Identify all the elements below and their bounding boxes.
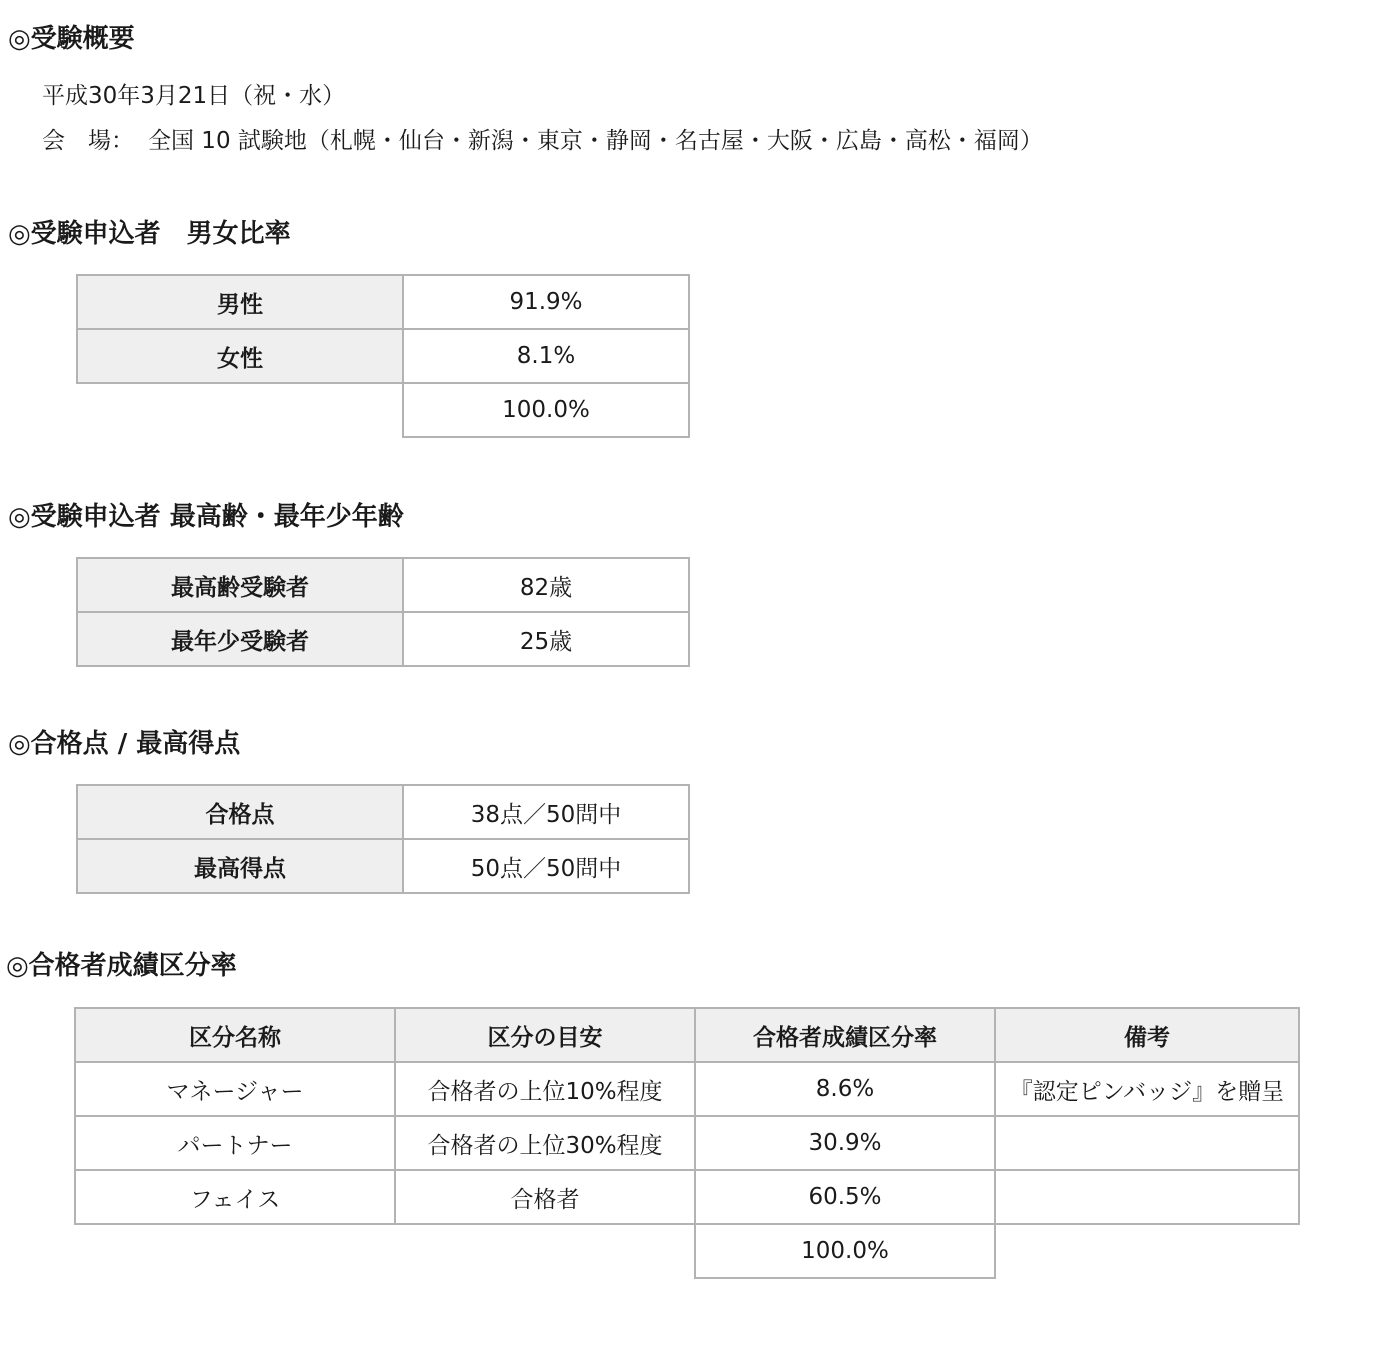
blank-cell bbox=[77, 383, 403, 437]
scores-table bbox=[76, 784, 690, 894]
blank-cell bbox=[395, 1224, 695, 1278]
blank-cell bbox=[995, 1224, 1299, 1278]
grade-note: 『認定ピンバッジ』を贈呈 bbox=[995, 1062, 1299, 1116]
grade-name: マネージャー bbox=[75, 1062, 395, 1116]
age-table bbox=[76, 557, 690, 667]
grade-rate: 60.5% bbox=[695, 1170, 995, 1224]
total-row bbox=[77, 383, 689, 437]
row-label: 最年少受験者 bbox=[77, 612, 403, 666]
row-label: 最高齢受験者 bbox=[77, 558, 403, 612]
row-value: 38点／50問中 bbox=[403, 785, 689, 839]
table-row bbox=[77, 275, 689, 329]
venue-value: 全国 10 試験地（札幌・仙台・新潟・東京・静岡・名古屋・大阪・広島・高松・福岡） bbox=[148, 128, 1043, 154]
overview-heading: ◎受験概要 bbox=[8, 24, 135, 54]
table-row bbox=[77, 612, 689, 666]
table-row bbox=[77, 329, 689, 383]
table-row bbox=[75, 1062, 1299, 1116]
table-row bbox=[77, 558, 689, 612]
gender-ratio-heading: ◎受験申込者 男女比率 bbox=[8, 219, 291, 249]
row-label: 合格点 bbox=[77, 785, 403, 839]
row-label: 男性 bbox=[77, 275, 403, 329]
table-row bbox=[75, 1170, 1299, 1224]
venue-line bbox=[42, 126, 1043, 156]
grade-guide: 合格者の上位30%程度 bbox=[395, 1116, 695, 1170]
age-heading: ◎受験申込者 最高齢・最年少年齢 bbox=[8, 502, 404, 532]
column-header: 備考 bbox=[995, 1008, 1299, 1062]
table-row bbox=[75, 1116, 1299, 1170]
column-header: 合格者成績区分率 bbox=[695, 1008, 995, 1062]
total-value: 100.0% bbox=[695, 1224, 995, 1278]
venue-label: 会 場： bbox=[42, 128, 134, 154]
scores-heading: ◎合格点 / 最高得点 bbox=[8, 729, 241, 759]
row-value: 91.9% bbox=[403, 275, 689, 329]
grade-rate: 30.9% bbox=[695, 1116, 995, 1170]
row-label: 最高得点 bbox=[77, 839, 403, 893]
row-value: 50点／50問中 bbox=[403, 839, 689, 893]
row-value: 82歳 bbox=[403, 558, 689, 612]
blank-cell bbox=[75, 1224, 395, 1278]
table-row bbox=[77, 785, 689, 839]
grade-ratio-heading: ◎合格者成績区分率 bbox=[6, 951, 237, 981]
grade-note bbox=[995, 1170, 1299, 1224]
grade-name: フェイス bbox=[75, 1170, 395, 1224]
header-row bbox=[75, 1008, 1299, 1062]
gender-ratio-table bbox=[76, 274, 690, 438]
grade-note bbox=[995, 1116, 1299, 1170]
row-label: 女性 bbox=[77, 329, 403, 383]
column-header: 区分名称 bbox=[75, 1008, 395, 1062]
grade-name: パートナー bbox=[75, 1116, 395, 1170]
total-value: 100.0% bbox=[403, 383, 689, 437]
grade-guide: 合格者 bbox=[395, 1170, 695, 1224]
grade-guide: 合格者の上位10%程度 bbox=[395, 1062, 695, 1116]
exam-date: 平成30年3月21日（祝・水） bbox=[42, 83, 346, 109]
row-value: 25歳 bbox=[403, 612, 689, 666]
table-row bbox=[77, 839, 689, 893]
row-value: 8.1% bbox=[403, 329, 689, 383]
column-header: 区分の目安 bbox=[395, 1008, 695, 1062]
grade-rate: 8.6% bbox=[695, 1062, 995, 1116]
grade-ratio-table bbox=[74, 1007, 1300, 1279]
total-row bbox=[75, 1224, 1299, 1278]
